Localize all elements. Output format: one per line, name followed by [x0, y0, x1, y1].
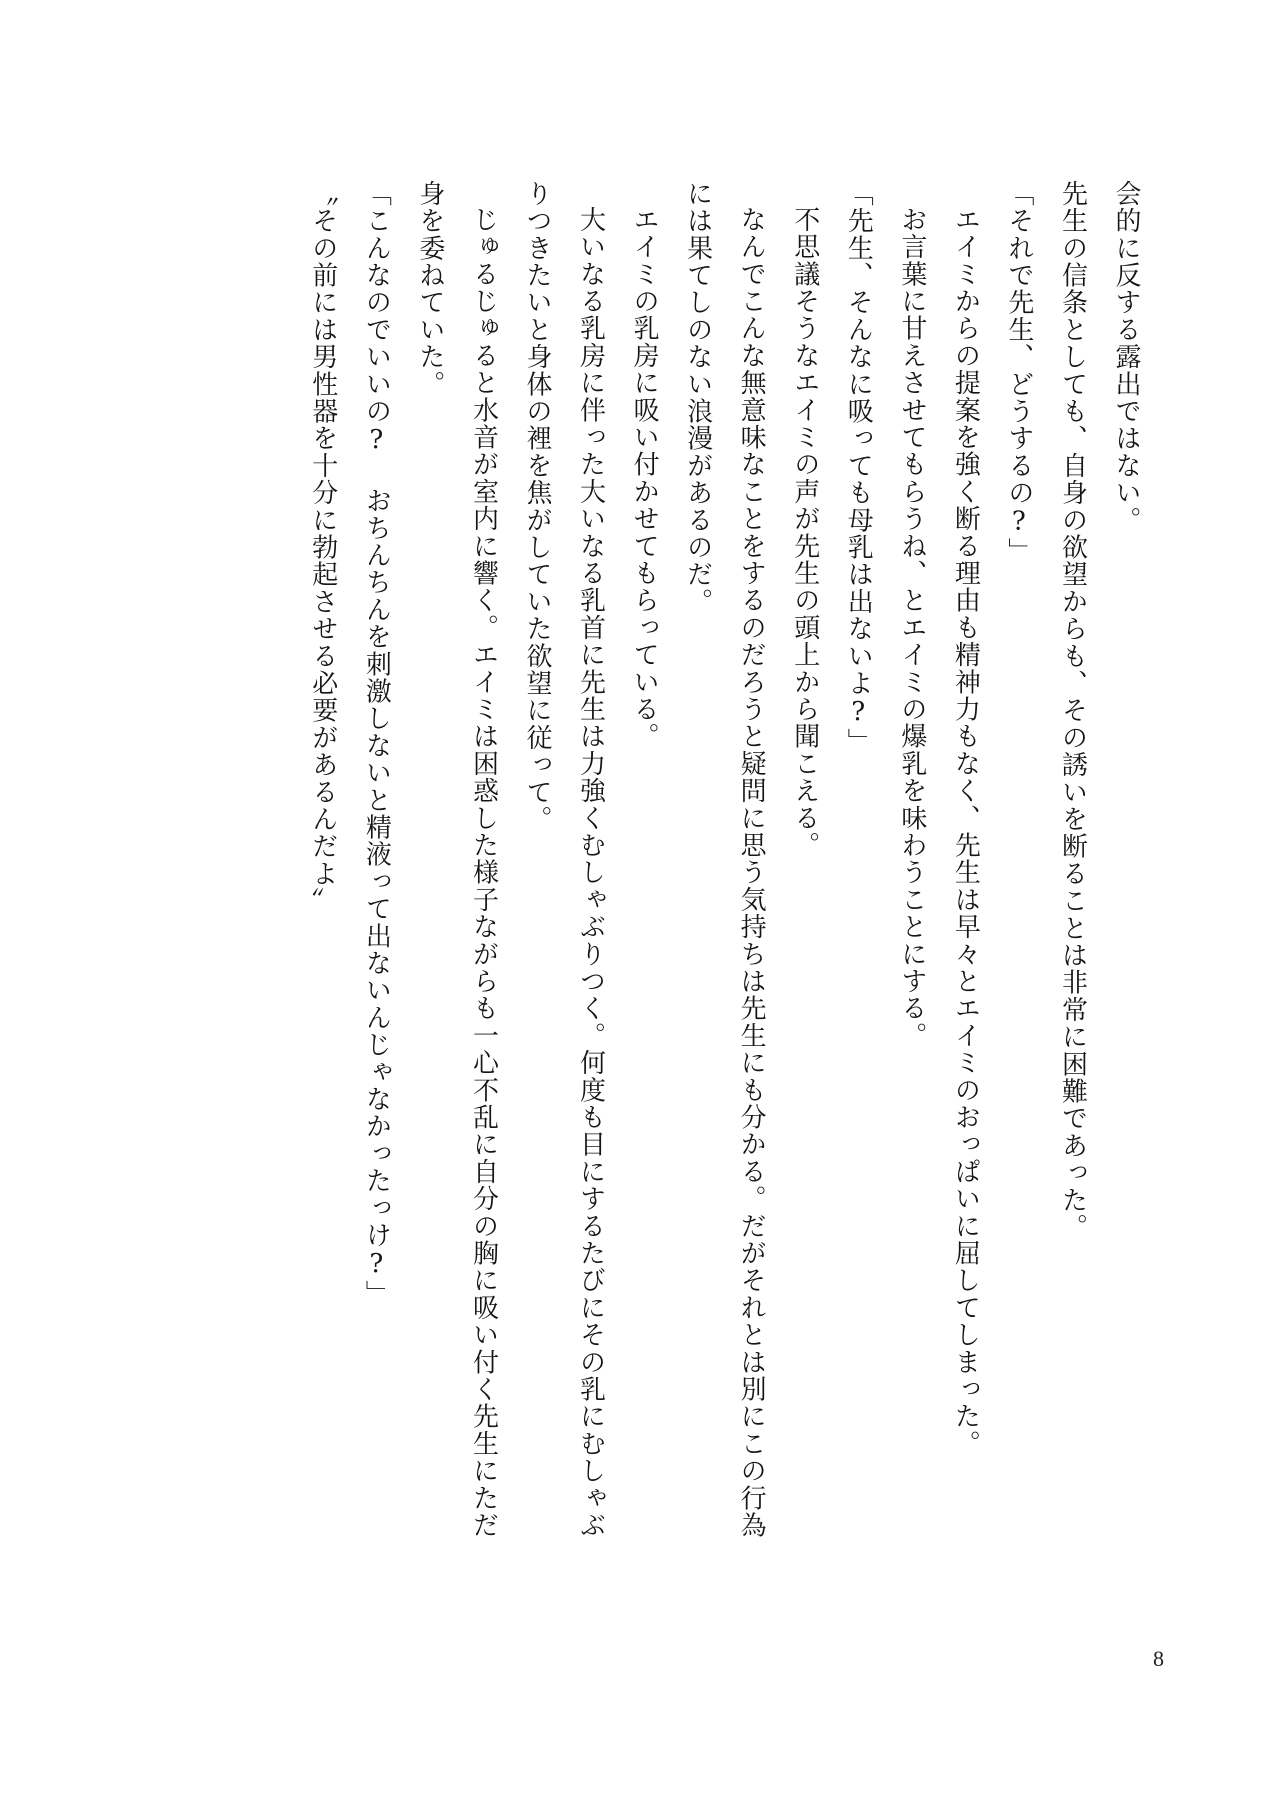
- paragraph: エイミの乳房に吸い付かせてもらっている。: [629, 206, 660, 750]
- paragraph: 「それで先生、どうするの?」: [1003, 180, 1034, 565]
- paragraph: 大いなる乳房に伴った大いなる乳首に先生は力強くむしゃぶりつく。何度も目にするたびにその乳にむしゃぶりつきたいと身体の裡を焦がしていた欲望に従って。: [521, 180, 606, 1539]
- paragraph: 会的に反する露出ではない。: [1111, 180, 1141, 534]
- vertical-text-body: [252, 180, 1152, 1540]
- paragraph: じゅるじゅると水音が室内に響く。エイミは困惑した様子ながらも一心不乱に自分の胸に吸い付く先生にただ身を委ねていた。: [414, 180, 499, 1539]
- page-number: 8: [1153, 1646, 1164, 1671]
- paragraph: なんでこんな無意味なことをするのだろうと疑問に思う気持ちは先生にも分かる。だがそれとは別にこの行為には果てしのない浪漫があるのだ。: [682, 180, 767, 1539]
- paragraph: お言葉に甘えさせてもらうね、とエイミの爆乳を味わうことにする。: [896, 206, 927, 1050]
- paragraph: 〝その前には男性器を十分に勃起させる必要があるんだよ〟: [307, 180, 338, 915]
- paragraph: エイミからの提案を強く断る理由も精神力もなく、先生は早々とエイミのおっぱいに屈してしまった。: [950, 206, 981, 1458]
- paragraph: 先生の信条としても、自身の欲望からも、その誘いを断ることは非常に困難であった。: [1057, 180, 1088, 1241]
- paragraph: 不思議そうなエイミの声が先生の頭上から聞こえる。: [789, 206, 820, 859]
- paragraph: 「先生、そんなに吸っても母乳は出ないよ?」: [843, 180, 874, 756]
- paragraph: 「こんなのでいいの? おちんちんを刺激しないと精液って出ないんじゃなかったっけ?」: [361, 180, 392, 1308]
